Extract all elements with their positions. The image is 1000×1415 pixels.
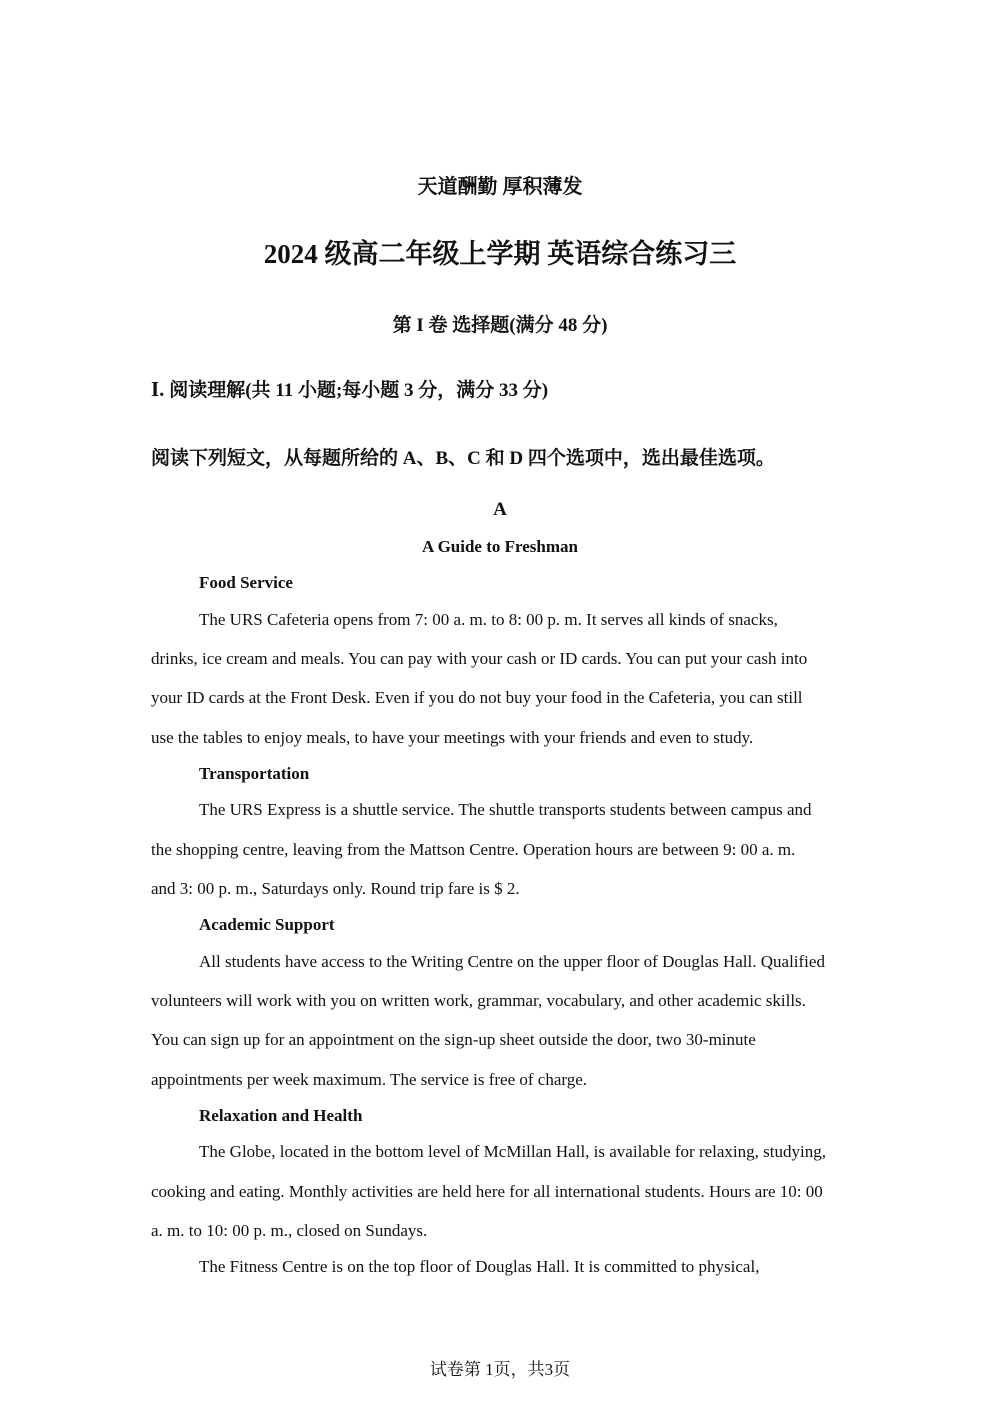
paragraph-line: You can sign up for an appointment on the sign-up sheet outside the door, two 30-minute [151,1030,756,1049]
section-title: 阅读理解(共 11 小题;每小题 3 分，满分 33 分) [169,380,549,401]
section-heading [151,375,548,402]
paragraph-line: All students have access to the Writing Centre on the upper floor of Douglas Hall. Qualified [199,952,825,971]
motto: 天道酬勤 厚积薄发 [417,176,583,198]
paragraph-line: volunteers will work with you on written work, grammar, vocabulary, and other academic skills. [151,991,806,1010]
paragraph-line: your ID cards at the Front Desk. Even if you do not buy your food in the Cafeteria, you can still [151,688,803,707]
passage-letter: A [493,499,507,520]
paragraph-line: and 3: 00 p. m., Saturdays only. Round trip fare is $ 2. [151,879,520,898]
page-footer: 试卷第 1页，共3页 [429,1360,571,1379]
paragraph-line: appointments per week maximum. The service is free of charge. [151,1070,588,1089]
paragraph-line: use the tables to enjoy meals, to have your meetings with your friends and even to study. [151,728,754,747]
paragraph-line: The Globe, located in the bottom level of McMillan Hall, is available for relaxing, studying, [199,1142,826,1161]
exam-title: 2024 级高二年级上学期 英语综合练习三 [263,239,737,269]
instruction: 阅读下列短文，从每题所给的 A、B、C 和 D 四个选项中，选出最佳选项。 [151,448,775,469]
paragraph-line: drinks, ice cream and meals. You can pay with your cash or ID cards. You can put your cash into [151,649,808,668]
paragraph-line: the shopping centre, leaving from the Mattson Centre. Operation hours are between 9: 00 a. m. [151,840,796,859]
paragraph-line: The URS Cafeteria opens from 7: 00 a. m. to 8: 00 p. m. It serves all kinds of snacks, [199,610,778,629]
transportation-heading: Transportation [199,764,310,783]
relaxation-health-heading: Relaxation and Health [199,1106,363,1125]
paragraph-line: The Fitness Centre is on the top floor of Douglas Hall. It is committed to physical, [199,1257,760,1276]
food-service-heading: Food Service [199,573,293,592]
paragraph-line: a. m. to 10: 00 p. m., closed on Sundays. [151,1221,428,1240]
section-number: I. [151,377,165,401]
passage-title: A Guide to Freshman [421,537,578,556]
paragraph-line: cooking and eating. Monthly activities are held here for all international students. Hours are 10: 00 [151,1182,823,1201]
paragraph-line: The URS Express is a shuttle service. The shuttle transports students between campus and [199,800,812,819]
academic-support-heading: Academic Support [199,915,335,934]
part-heading: 第 I 卷 选择题(满分 48 分) [392,315,608,336]
